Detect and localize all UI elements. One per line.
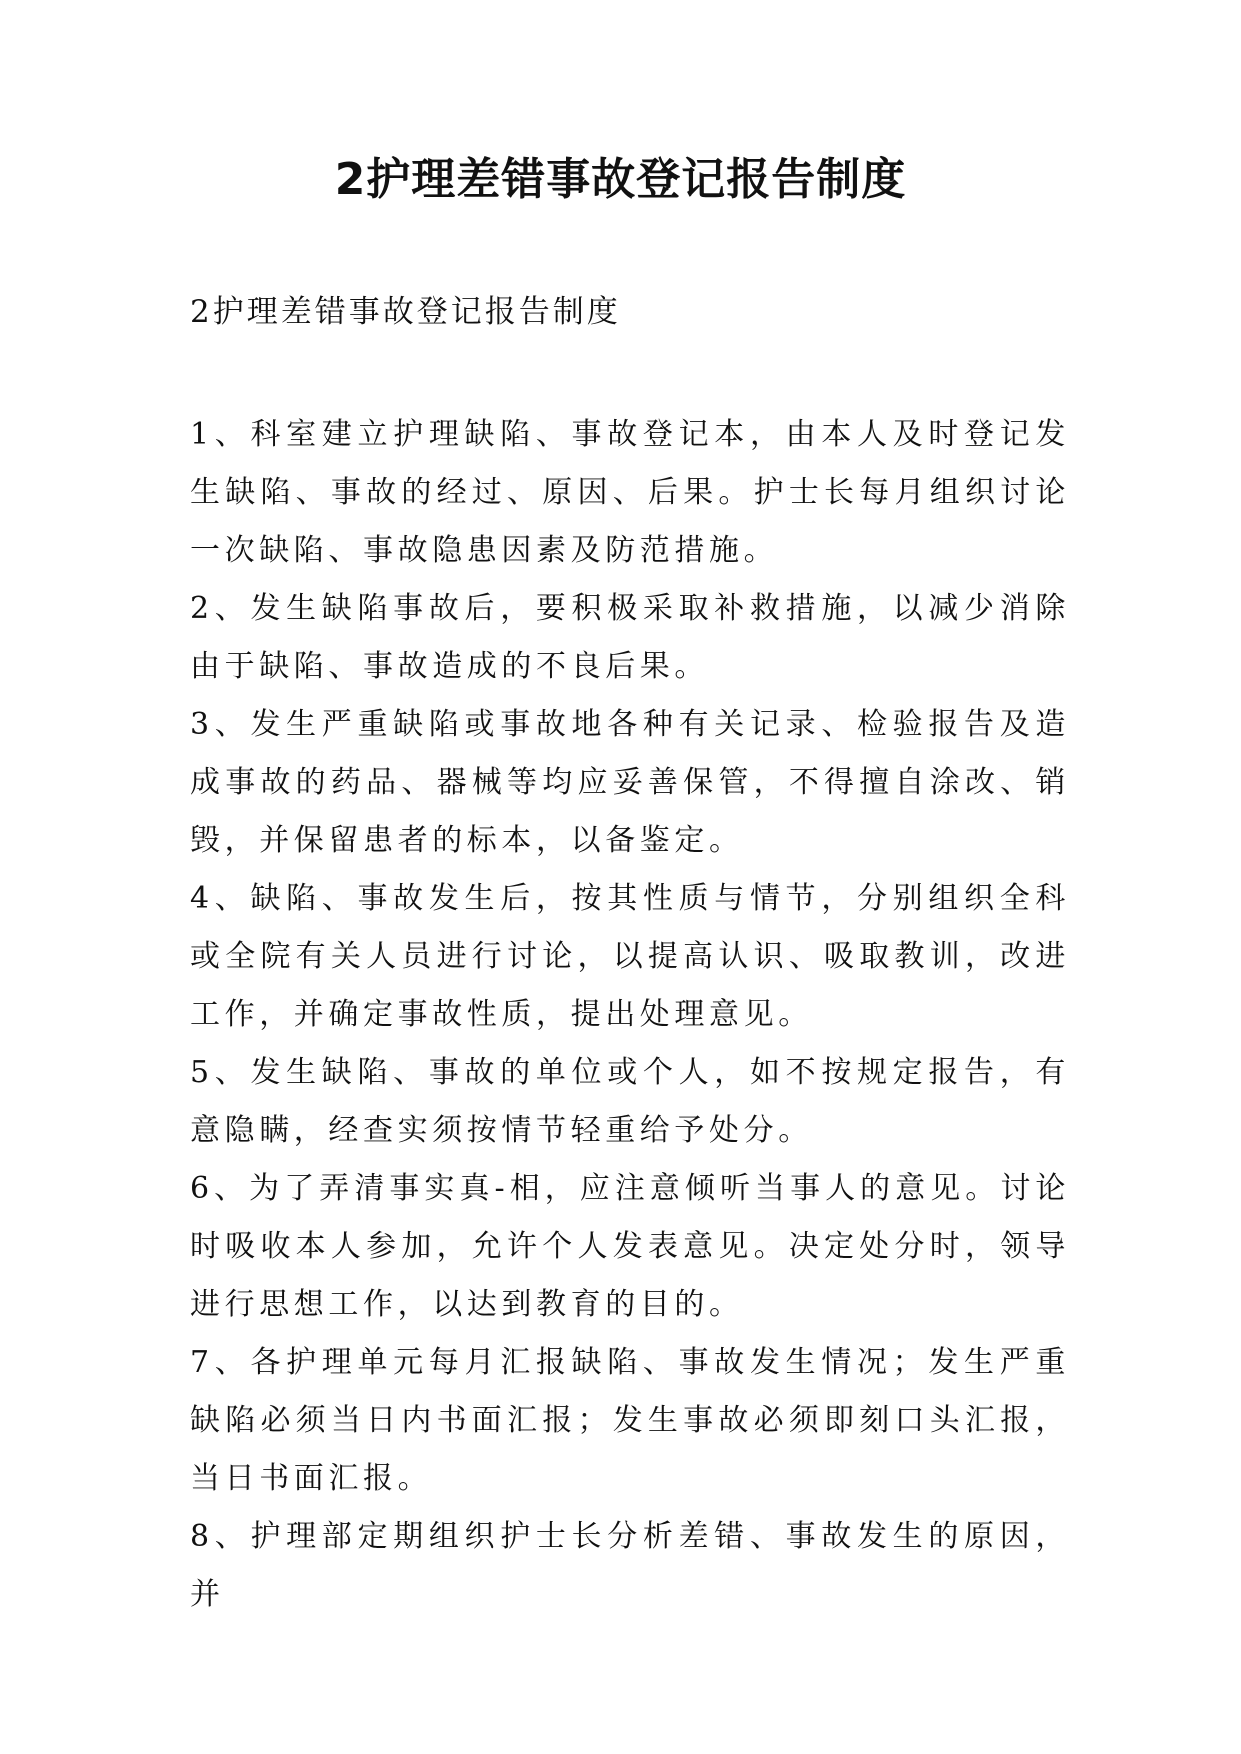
paragraph-1: 1、科室建立护理缺陷、事故登记本，由本人及时登记发生缺陷、事故的经过、原因、后果。护士长每月组织讨论一次缺陷、事故隐患因素及防范措施。	[190, 417, 1070, 568]
document-title: 2护理差错事故登记报告制度	[334, 154, 907, 205]
document-subtitle: 2护理差错事故登记报告制度	[190, 294, 621, 330]
paragraph-6: 6、为了弄清事实真-相，应注意倾听当事人的意见。讨论时吸收本人参加，允许个人发表意见。决定处分时，领导进行思想工作，以达到教育的目的。	[190, 1171, 1070, 1322]
paragraph-4: 4、缺陷、事故发生后，按其性质与情节，分别组织全科或全院有关人员进行讨论，以提高认识、吸取教训，改进工作，并确定事故性质，提出处理意见。	[190, 881, 1070, 1032]
paragraph-8: 8、护理部定期组织护士长分析差错、事故发生的原因，并	[190, 1519, 1070, 1612]
paragraph-5: 5、发生缺陷、事故的单位或个人，如不按规定报告，有意隐瞒，经查实须按情节轻重给予处分。	[190, 1055, 1070, 1148]
document-body	[190, 406, 1070, 1624]
paragraph-7: 7、各护理单元每月汇报缺陷、事故发生情况；发生严重缺陷必须当日内书面汇报；发生事故必须即刻口头汇报，当日书面汇报。	[190, 1345, 1070, 1496]
paragraph-3: 3、发生严重缺陷或事故地各种有关记录、检验报告及造成事故的药品、器械等均应妥善保管，不得擅自涂改、销毁，并保留患者的标本，以备鉴定。	[190, 707, 1070, 858]
paragraph-2: 2、发生缺陷事故后，要积极采取补救措施，以减少消除由于缺陷、事故造成的不良后果。	[190, 591, 1070, 684]
